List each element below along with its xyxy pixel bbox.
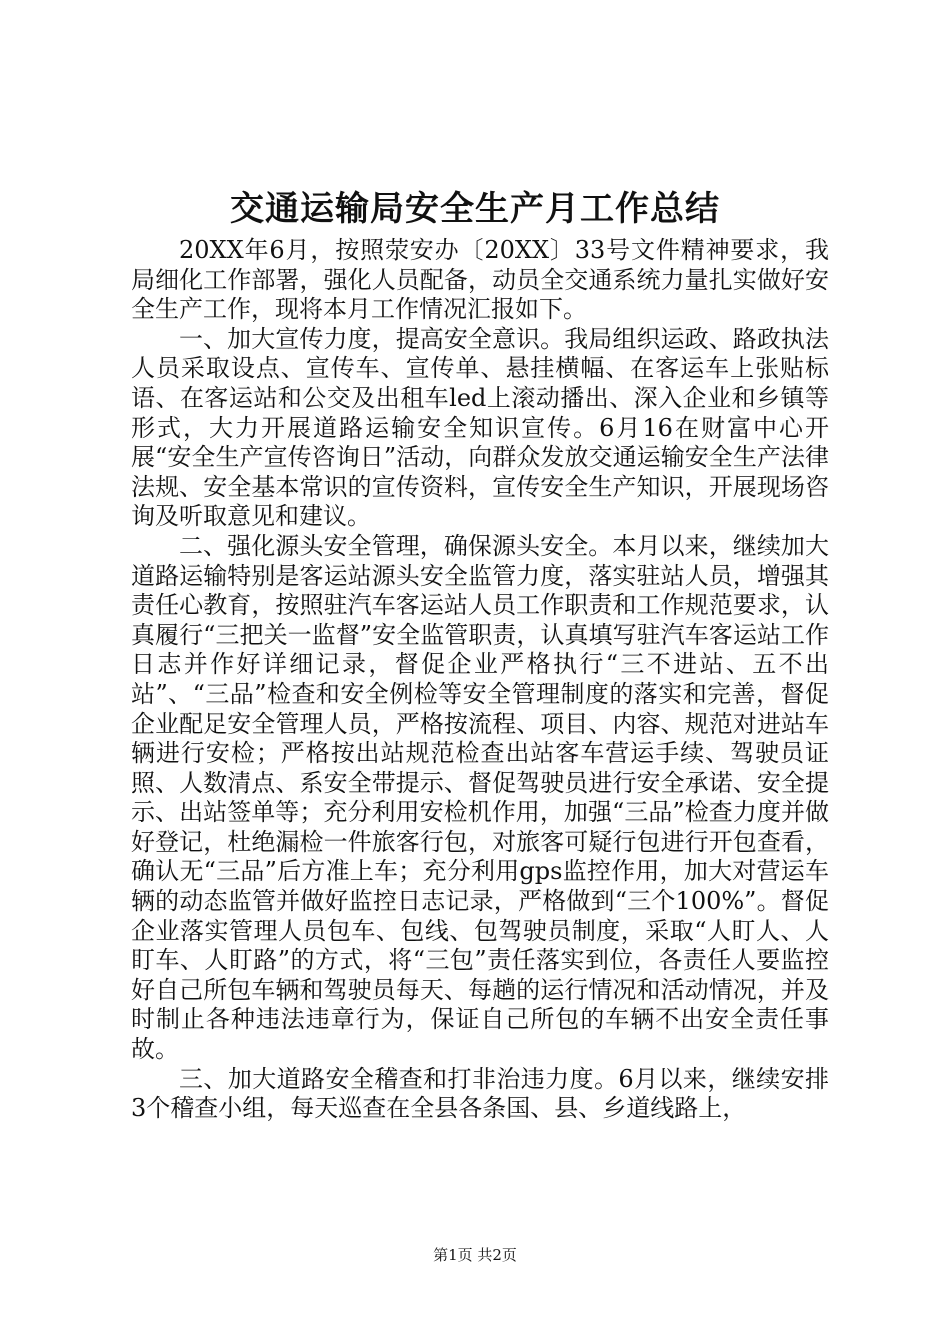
paragraph-section-3: 三、加大道路安全稽查和打非治违力度。6月以来，继续安排3个稽查小组，每天巡查在全县各条国、县、乡道线路上， — [131, 1064, 829, 1123]
document-body — [131, 236, 829, 1124]
paragraph-section-2: 二、强化源头安全管理，确保源头安全。本月以来，继续加大道路运输特别是客运站源头安全监管力度，落实驻站人员，增强其责任心教育，按照驻汽车客运站人员工作职责和工作规范要求，认真履行“三把关一监督”安全监管职责，认真填写驻汽车客运站工作日志并作好详细记录，督促企业严格执行“三不进站、五不出站”、“三品”检查和安全例检等安全管理制度的落实和完善，督促企业配足安全管理人员，严格按流程、项目、内容、规范对进站车辆进行安检；严格按出站规范检查出站客车营运手续、驾驶员证照、人数清点、系安全带提示、督促驾驶员进行安全承诺、安全提示、出站签单等；充分利用安检机作用，加强“三品”检查力度并做好登记，杜绝漏检一件旅客行包，对旅客可疑行包进行开包查看，确认无“三品”后方准上车；充分利用gps监控作用，加大对营运车辆的动态监管并做好监控日志记录，严格做到“三个100%”。督促企业落实管理人员包车、包线、包驾驶员制度，采取“人盯人、人盯车、人盯路”的方式，将“三包”责任落实到位，各责任人要监控好自己所包车辆和驾驶员每天、每趟的运行情况和活动情况，并及时制止各种违法违章行为，保证自己所包的车辆不出安全责任事故。 — [131, 531, 829, 1064]
document-title: 交通运输局安全生产月工作总结 — [230, 189, 720, 229]
paragraph-intro: 20XX年6月，按照荥安办〔20XX〕33号文件精神要求，我局细化工作部署，强化人员配备，动员全交通系统力量扎实做好安全生产工作，现将本月工作情况汇报如下。 — [131, 236, 829, 324]
page-number-footer: 第1页 共2页 — [433, 1246, 517, 1264]
paragraph-section-1: 一、加大宣传力度，提高安全意识。我局组织运政、路政执法人员采取设点、宣传车、宣传单、悬挂横幅、在客运车上张贴标语、在客运站和公交及出租车led上滚动播出、深入企业和乡镇等形式，大力开展道路运输安全知识宣传。6月16在财富中心开展“安全生产宣传咨询日”活动，向群众发放交通运输安全生产法律法规、安全基本常识的宣传资料，宣传安全生产知识，开展现场咨询及听取意见和建议。 — [131, 324, 829, 531]
